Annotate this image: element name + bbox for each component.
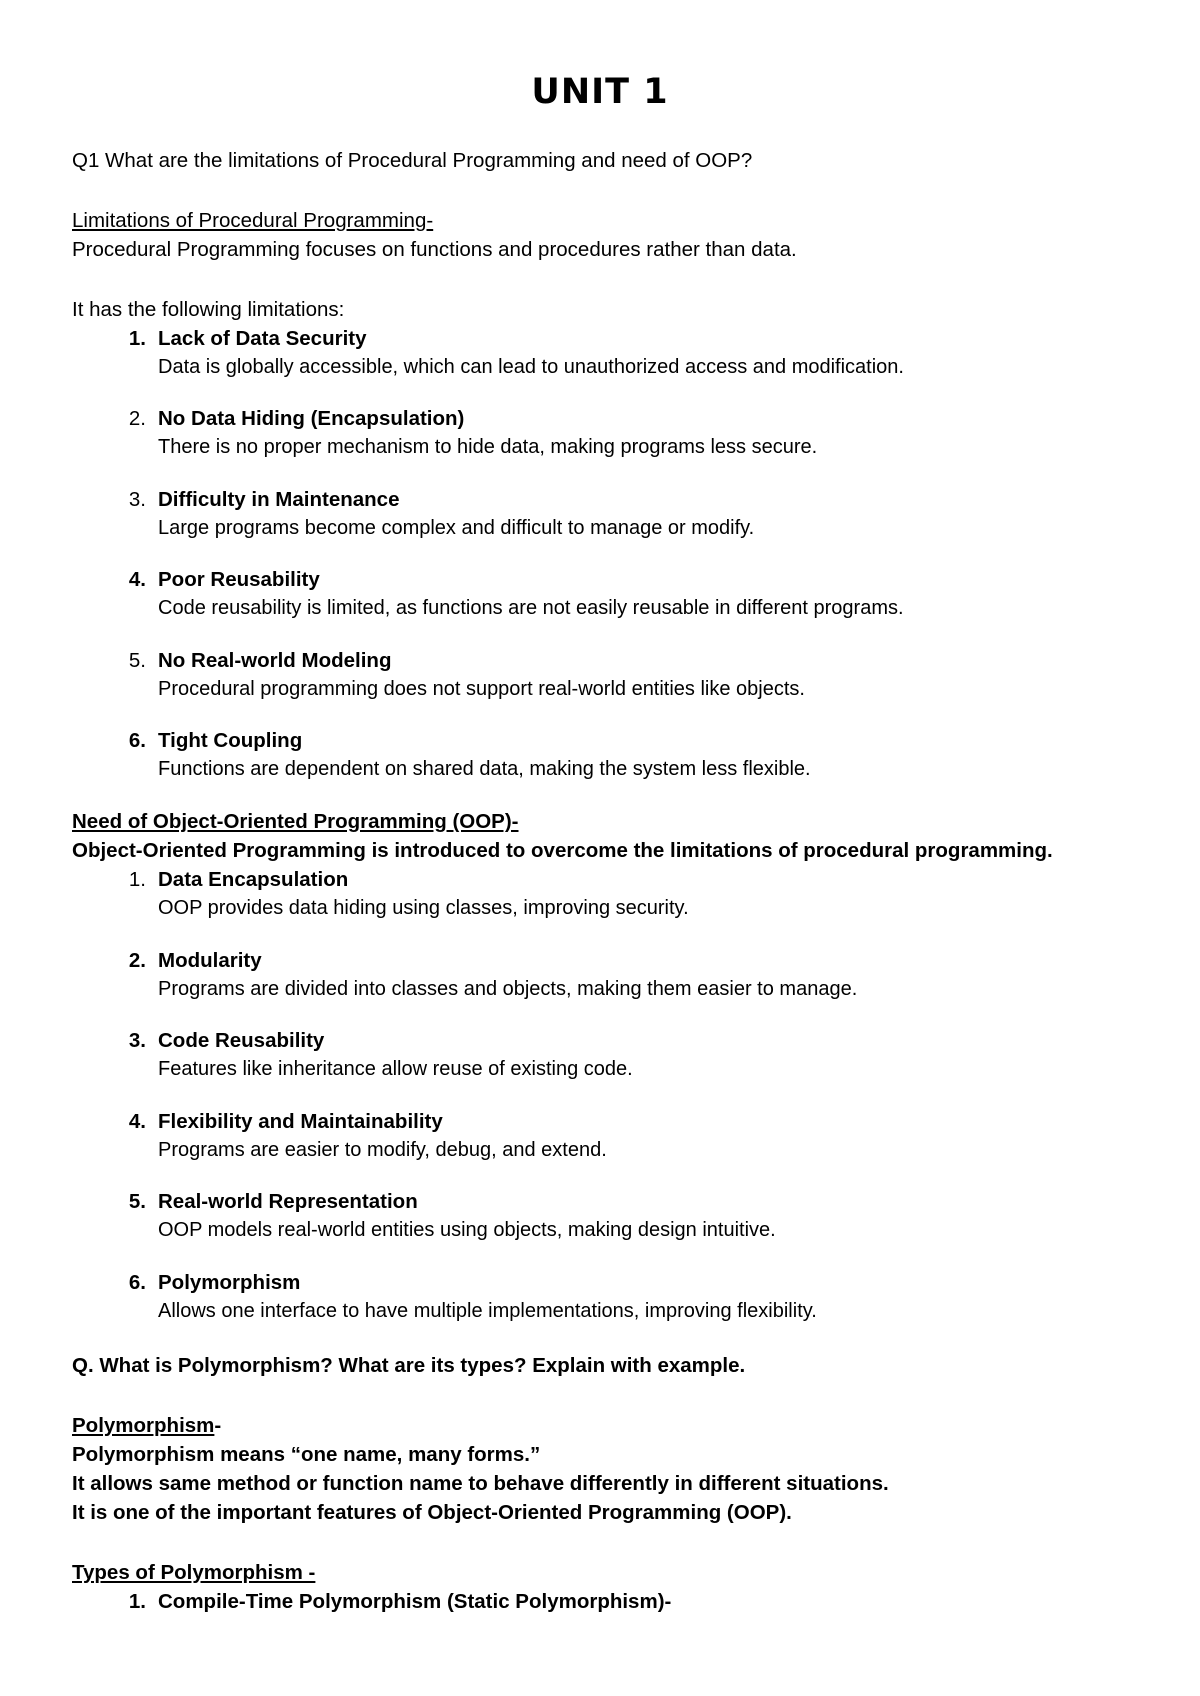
limitation-item [72,324,904,382]
polymorphism-heading: Polymorphism [72,1414,215,1437]
limitation-desc: Procedural programming does not support real-world entities like objects. [158,678,805,700]
limitation-title: Lack of Data Security [158,327,367,350]
need-desc: OOP provides data hiding using classes, improving security. [158,897,689,919]
polymorphism-line: It is one of the important features of Object-Oriented Programming (OOP). [72,1501,792,1524]
limitation-title: Difficulty in Maintenance [158,488,400,511]
need-title: Data Encapsulation [158,868,349,891]
list-number: 3. [128,1029,146,1052]
need-heading: Need of Object-Oriented Programming (OOP)- [72,810,519,833]
need-item [72,865,689,923]
need-intro: Object-Oriented Programming is introduced to overcome the limitations of procedural programming. [72,839,1053,862]
need-desc: Features like inheritance allow reuse of existing code. [158,1058,633,1080]
list-number: 1. [128,868,146,891]
list-number: 6. [128,729,146,752]
need-title: Flexibility and Maintainability [158,1110,443,1133]
types-title: Compile-Time Polymorphism (Static Polymorphism)- [158,1590,672,1613]
need-title: Modularity [158,949,262,972]
list-number: 4. [128,568,146,591]
need-title: Polymorphism [158,1271,301,1294]
need-title: Real-world Representation [158,1190,418,1213]
limitation-title: Tight Coupling [158,729,303,752]
limitation-desc: Code reusability is limited, as functions are not easily reusable in different programs. [158,597,904,619]
limitation-title: No Data Hiding (Encapsulation) [158,407,465,430]
need-item [72,1026,633,1084]
limitation-title: Poor Reusability [158,568,320,591]
limitations-intro: Procedural Programming focuses on functions and procedures rather than data. [72,238,797,261]
limitation-desc: Data is globally accessible, which can lead to unauthorized access and modification. [158,356,904,378]
limitation-item [72,485,754,543]
limitation-title: No Real-world Modeling [158,649,392,672]
polymorphism-heading-line [72,1411,221,1440]
need-item [72,946,857,1004]
polymorphism-heading-suffix: - [214,1414,222,1437]
need-item [72,1268,817,1326]
need-desc: OOP models real-world entities using objects, making design intuitive. [158,1219,776,1241]
limitation-desc: There is no proper mechanism to hide data, making programs less secure. [158,436,818,458]
limitation-item [72,646,805,704]
list-number: 4. [128,1110,146,1133]
types-item [72,1587,671,1616]
need-desc: Allows one interface to have multiple implementations, improving flexibility. [158,1300,817,1322]
polymorphism-line: Polymorphism means “one name, many forms.” [72,1443,541,1466]
list-number: 1. [128,1590,146,1613]
polymorphism-line: It allows same method or function name to behave differently in different situations. [72,1472,889,1495]
list-number: 5. [128,649,146,672]
need-item [72,1187,776,1245]
need-title: Code Reusability [158,1029,325,1052]
limitation-item [72,404,817,462]
limitation-item [72,726,811,784]
list-number: 1. [128,327,146,350]
limitation-item [72,565,904,623]
need-item [72,1107,607,1165]
limitation-desc: Functions are dependent on shared data, making the system less flexible. [158,758,811,780]
list-number: 5. [128,1190,146,1213]
page-title: UNIT 1 [531,72,669,112]
need-desc: Programs are easier to modify, debug, and extend. [158,1139,607,1161]
need-desc: Programs are divided into classes and objects, making them easier to manage. [158,978,858,1000]
list-number: 2. [128,407,146,430]
list-number: 2. [128,949,146,972]
types-heading: Types of Polymorphism - [72,1561,316,1584]
list-number: 3. [128,488,146,511]
question-1: Q1 What are the limitations of Procedural Programming and need of OOP? [72,149,753,172]
limitations-heading: Limitations of Procedural Programming- [72,209,434,232]
list-number: 6. [128,1271,146,1294]
limitations-lead: It has the following limitations: [72,298,345,321]
limitation-desc: Large programs become complex and difficult to manage or modify. [158,517,755,539]
question-2: Q. What is Polymorphism? What are its types? Explain with example. [72,1354,746,1377]
